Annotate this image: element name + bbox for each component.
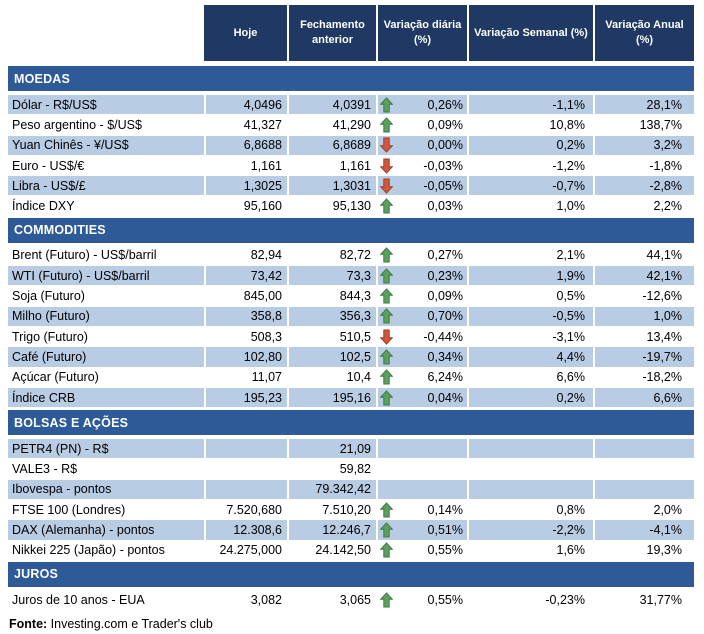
variacao-diaria-cell <box>376 115 467 134</box>
arrow-up-icon <box>380 97 394 113</box>
variacao-diaria-value: 0,27% <box>427 248 463 263</box>
variacao-diaria-value: 0,26% <box>427 97 463 112</box>
variacao-diaria-value: 0,70% <box>427 309 463 324</box>
variacao-semanal-value: 2,1% <box>467 246 593 265</box>
variacao-diaria-cell <box>376 95 467 114</box>
variacao-anual-value: 6,6% <box>593 388 694 407</box>
table-row <box>8 246 694 265</box>
fechamento-anterior-value: 7.510,20 <box>287 500 376 519</box>
table-row <box>8 368 694 387</box>
variacao-diaria-value: 0,09% <box>427 117 463 132</box>
table-row <box>8 196 694 215</box>
variacao-anual-value: 31,77% <box>593 590 694 609</box>
arrow-up-icon <box>380 502 394 518</box>
table-row <box>8 286 694 305</box>
variacao-diaria-cell <box>376 388 467 407</box>
variacao-diaria-cell <box>376 590 467 609</box>
header-spacer <box>8 5 204 61</box>
variacao-semanal-value: -2,2% <box>467 520 593 539</box>
table-row <box>8 327 694 346</box>
variacao-semanal-value: 0,5% <box>467 286 593 305</box>
row-label: Peso argentino - $/US$ <box>12 117 142 132</box>
hoje-value: 1,161 <box>204 156 287 175</box>
variacao-diaria-value: 0,23% <box>427 268 463 283</box>
variacao-diaria-cell <box>376 196 467 215</box>
row-label: Café (Futuro) <box>12 349 87 364</box>
variacao-diaria-value: 0,09% <box>427 289 463 304</box>
variacao-anual-value: 19,3% <box>593 541 694 560</box>
section-header: MOEDAS <box>8 66 694 91</box>
row-label: Euro - US$/€ <box>12 158 85 173</box>
variacao-diaria-cell <box>376 368 467 387</box>
row-label: FTSE 100 (Londres) <box>12 502 126 517</box>
fechamento-anterior-value: 102,5 <box>287 347 376 366</box>
column-header-fechamento-anterior: Fechamento anterior <box>287 5 376 61</box>
hoje-value: 3,082 <box>204 590 287 609</box>
arrow-up-icon <box>380 390 394 406</box>
variacao-semanal-value: 0,2% <box>467 388 593 407</box>
fechamento-anterior-value: 10,4 <box>287 368 376 387</box>
variacao-diaria-cell <box>376 176 467 195</box>
variacao-semanal-value: -0,7% <box>467 176 593 195</box>
arrow-placeholder <box>380 481 394 497</box>
variacao-diaria-cell <box>376 136 467 155</box>
row-label: DAX (Alemanha) - pontos <box>12 522 155 537</box>
hoje-value: 12.308,6 <box>204 520 287 539</box>
hoje-value: 1,3025 <box>204 176 287 195</box>
fechamento-anterior-value: 356,3 <box>287 307 376 326</box>
variacao-diaria-cell <box>376 500 467 519</box>
variacao-semanal-value <box>467 459 593 478</box>
row-label: Trigo (Futuro) <box>12 329 88 344</box>
variacao-semanal-value: -0,5% <box>467 307 593 326</box>
row-label: Índice DXY <box>12 199 75 214</box>
variacao-semanal-value <box>467 480 593 499</box>
variacao-semanal-value: 0,8% <box>467 500 593 519</box>
table-row <box>8 175 694 196</box>
arrow-up-icon <box>380 247 394 263</box>
variacao-diaria-value: 0,55% <box>427 592 463 607</box>
section-header: JUROS <box>8 562 694 587</box>
variacao-diaria-cell <box>376 541 467 560</box>
arrow-down-icon <box>380 158 394 174</box>
table-row <box>8 541 694 560</box>
table-header-row <box>8 5 694 61</box>
variacao-anual-value: 42,1% <box>593 266 694 285</box>
variacao-anual-value: 44,1% <box>593 246 694 265</box>
arrow-up-icon <box>380 198 394 214</box>
fechamento-anterior-value: 4,0391 <box>287 95 376 114</box>
hoje-value <box>204 480 287 499</box>
variacao-semanal-value: 4,4% <box>467 347 593 366</box>
variacao-diaria-value: -0,44% <box>423 329 463 344</box>
arrow-up-icon <box>380 288 394 304</box>
variacao-anual-value: 3,2% <box>593 136 694 155</box>
hoje-value: 95,160 <box>204 196 287 215</box>
variacao-semanal-value: 0,2% <box>467 136 593 155</box>
table-row <box>8 479 694 500</box>
hoje-value: 6,8688 <box>204 136 287 155</box>
variacao-semanal-value: 1,6% <box>467 541 593 560</box>
row-label: Índice CRB <box>12 390 76 405</box>
fechamento-anterior-value: 510,5 <box>287 327 376 346</box>
arrow-up-icon <box>380 349 394 365</box>
financial-summary-table <box>8 5 694 609</box>
arrow-up-icon <box>380 522 394 538</box>
fechamento-anterior-value: 73,3 <box>287 266 376 285</box>
hoje-value: 358,8 <box>204 307 287 326</box>
variacao-anual-value <box>593 480 694 499</box>
variacao-anual-value: 2,0% <box>593 500 694 519</box>
fechamento-anterior-value: 1,161 <box>287 156 376 175</box>
variacao-semanal-value: -3,1% <box>467 327 593 346</box>
variacao-semanal-value: 1,9% <box>467 266 593 285</box>
hoje-value: 41,327 <box>204 115 287 134</box>
variacao-diaria-cell <box>376 459 467 478</box>
source-text: Investing.com e Trader's club <box>47 617 213 632</box>
hoje-value: 102,80 <box>204 347 287 366</box>
variacao-anual-value: -2,8% <box>593 176 694 195</box>
variacao-diaria-cell <box>376 266 467 285</box>
table-row <box>8 265 694 286</box>
variacao-diaria-cell <box>376 307 467 326</box>
variacao-diaria-value: 0,00% <box>427 138 463 153</box>
row-label: Ibovespa - pontos <box>12 482 112 497</box>
row-label: Yuan Chinês - ¥/US$ <box>12 138 129 153</box>
variacao-semanal-value: 6,6% <box>467 368 593 387</box>
fechamento-anterior-value: 59,82 <box>287 459 376 478</box>
variacao-anual-value: 13,4% <box>593 327 694 346</box>
table-row <box>8 115 694 134</box>
hoje-value: 82,94 <box>204 246 287 265</box>
variacao-semanal-value: 10,8% <box>467 115 593 134</box>
variacao-anual-value: -4,1% <box>593 520 694 539</box>
variacao-diaria-value: 0,55% <box>427 543 463 558</box>
table-row <box>8 590 694 609</box>
section-header: COMMODITIES <box>8 218 694 243</box>
variacao-anual-value: -12,6% <box>593 286 694 305</box>
fechamento-anterior-value: 79.342,42 <box>287 480 376 499</box>
arrow-down-icon <box>380 137 394 153</box>
section-bolsas-e-acoes <box>8 410 694 560</box>
table-row <box>8 438 694 459</box>
column-header-hoje: Hoje <box>204 5 287 61</box>
row-label: Libra - US$/£ <box>12 178 86 193</box>
row-label: Açúcar (Futuro) <box>12 370 99 385</box>
variacao-semanal-value: -1,2% <box>467 156 593 175</box>
table-row <box>8 387 694 408</box>
arrow-down-icon <box>380 329 394 345</box>
table-row <box>8 519 694 540</box>
variacao-semanal-value <box>467 439 593 458</box>
variacao-diaria-cell <box>376 286 467 305</box>
row-label: Milho (Futuro) <box>12 309 90 324</box>
variacao-diaria-value: -0,03% <box>423 158 463 173</box>
fechamento-anterior-value: 195,16 <box>287 388 376 407</box>
row-label: WTI (Futuro) - US$/barril <box>12 268 150 283</box>
arrow-up-icon <box>380 117 394 133</box>
arrow-up-icon <box>380 592 394 608</box>
arrow-up-icon <box>380 268 394 284</box>
arrow-down-icon <box>380 178 394 194</box>
table-row <box>8 500 694 519</box>
variacao-anual-value <box>593 459 694 478</box>
row-label: Juros de 10 anos - EUA <box>12 592 145 607</box>
hoje-value <box>204 439 287 458</box>
section-juros <box>8 562 694 609</box>
fechamento-anterior-value: 21,09 <box>287 439 376 458</box>
row-label: Brent (Futuro) - US$/barril <box>12 248 157 263</box>
section-moedas <box>8 66 694 216</box>
variacao-anual-value: 28,1% <box>593 95 694 114</box>
column-header-variacao-diaria: Variação diária (%) <box>376 5 467 61</box>
fechamento-anterior-value: 82,72 <box>287 246 376 265</box>
variacao-anual-value: 2,2% <box>593 196 694 215</box>
fechamento-anterior-value: 95,130 <box>287 196 376 215</box>
variacao-anual-value <box>593 439 694 458</box>
variacao-semanal-value: -1,1% <box>467 95 593 114</box>
variacao-diaria-value: -0,05% <box>423 178 463 193</box>
variacao-diaria-value: 0,51% <box>427 522 463 537</box>
column-header-variacao-semanal: Variação Semanal (%) <box>467 5 593 61</box>
hoje-value: 7.520,680 <box>204 500 287 519</box>
table-row <box>8 156 694 175</box>
column-header-variacao-anual: Variação Anual (%) <box>593 5 694 61</box>
arrow-up-icon <box>380 308 394 324</box>
hoje-value: 508,3 <box>204 327 287 346</box>
variacao-diaria-cell <box>376 156 467 175</box>
arrow-placeholder <box>380 461 394 477</box>
variacao-anual-value: 1,0% <box>593 307 694 326</box>
hoje-value: 24.275,000 <box>204 541 287 560</box>
arrow-up-icon <box>380 369 394 385</box>
table-row <box>8 135 694 156</box>
arrow-placeholder <box>380 441 394 457</box>
fechamento-anterior-value: 12.246,7 <box>287 520 376 539</box>
section-commodities <box>8 218 694 408</box>
fechamento-anterior-value: 6,8689 <box>287 136 376 155</box>
fechamento-anterior-value: 1,3031 <box>287 176 376 195</box>
fechamento-anterior-value: 844,3 <box>287 286 376 305</box>
table-row <box>8 94 694 115</box>
financial-summary-page <box>0 5 704 634</box>
variacao-diaria-cell <box>376 347 467 366</box>
variacao-semanal-value: -0,23% <box>467 590 593 609</box>
table-row <box>8 459 694 478</box>
fechamento-anterior-value: 24.142,50 <box>287 541 376 560</box>
fechamento-anterior-value: 3,065 <box>287 590 376 609</box>
variacao-diaria-cell <box>376 439 467 458</box>
variacao-diaria-cell <box>376 480 467 499</box>
variacao-diaria-value: 6,24% <box>427 370 463 385</box>
variacao-diaria-value: 0,04% <box>427 390 463 405</box>
table-row <box>8 306 694 327</box>
arrow-up-icon <box>380 542 394 558</box>
source-label: Fonte: <box>9 617 48 632</box>
section-header: BOLSAS E AÇÕES <box>8 410 694 435</box>
row-label: Nikkei 225 (Japão) - pontos <box>12 543 165 558</box>
hoje-value: 4,0496 <box>204 95 287 114</box>
hoje-value: 845,00 <box>204 286 287 305</box>
variacao-semanal-value: 1,0% <box>467 196 593 215</box>
row-label: Dólar - R$/US$ <box>12 97 97 112</box>
variacao-diaria-cell <box>376 246 467 265</box>
fechamento-anterior-value: 41,290 <box>287 115 376 134</box>
hoje-value: 195,23 <box>204 388 287 407</box>
hoje-value: 11,07 <box>204 368 287 387</box>
hoje-value: 73,42 <box>204 266 287 285</box>
variacao-anual-value: -1,8% <box>593 156 694 175</box>
table-body <box>8 66 694 609</box>
variacao-anual-value: -18,2% <box>593 368 694 387</box>
variacao-diaria-value: 0,14% <box>427 502 463 517</box>
variacao-anual-value: -19,7% <box>593 347 694 366</box>
row-label: PETR4 (PN) - R$ <box>12 441 109 456</box>
row-label: VALE3 - R$ <box>12 462 78 477</box>
variacao-diaria-value: 0,03% <box>427 199 463 214</box>
variacao-diaria-cell <box>376 327 467 346</box>
variacao-diaria-value: 0,34% <box>427 349 463 364</box>
variacao-diaria-cell <box>376 520 467 539</box>
table-row <box>8 346 694 367</box>
source-note <box>9 617 704 631</box>
row-label: Soja (Futuro) <box>12 289 85 304</box>
variacao-anual-value: 138,7% <box>593 115 694 134</box>
hoje-value <box>204 459 287 478</box>
